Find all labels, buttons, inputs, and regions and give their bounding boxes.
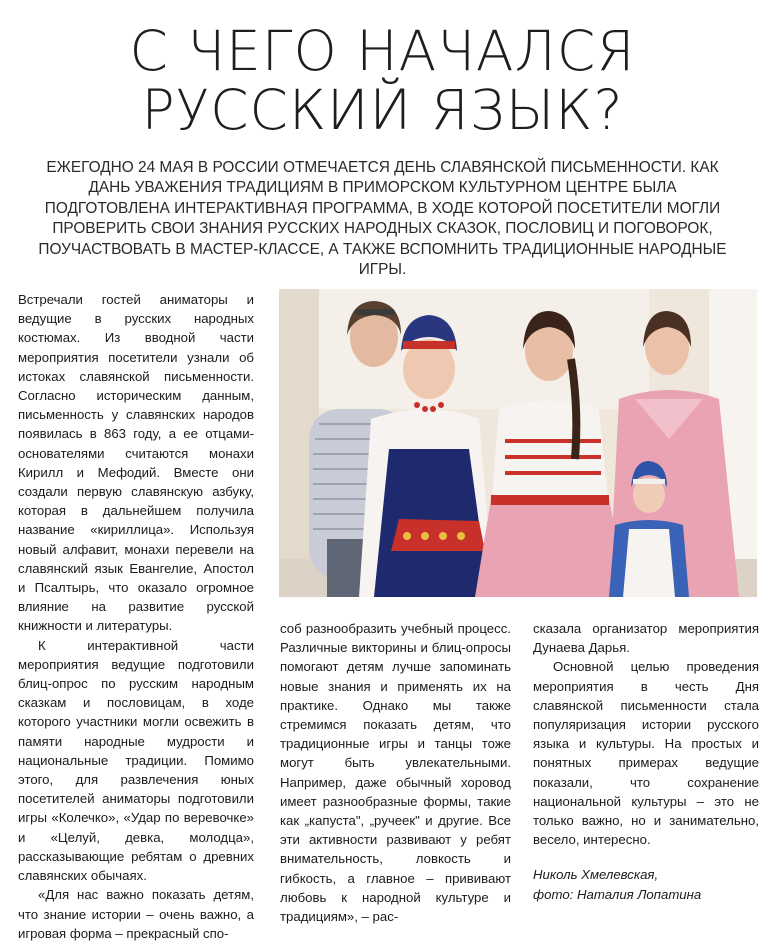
column-1	[18, 290, 254, 943]
photo-credit: фото: Наталия Лопатина	[533, 886, 702, 902]
column-2	[280, 619, 511, 926]
author-signature: Николь Хмелевская,	[533, 867, 659, 883]
event-photo	[279, 289, 757, 597]
group-photo-icon	[279, 289, 757, 597]
column-3	[533, 619, 759, 904]
paragraph: Основной целью проведения мероприятия в честь Дня славянской письменности стала популяризация истории русского языка и культуры. На простых и понятных примерах ведущие показали, что сохранение национальной культуры – это не только важно, но и занимательно, весело, интересно.	[533, 659, 759, 848]
paragraph: сказала организатор мероприятия Дунаева Дарья.	[533, 621, 759, 656]
paragraph: Встречали гостей аниматоры и ведущие в русских народных костюмах. Из вводной части мероприятия посетители узнали об истоках славянской письменности. Согласно историческим данным, письменность у славянских народов появилась в 863 году, а ее отцами-основателями считаются монахи Кирилл и Мефодий. Вместе они создали первую славянскую азбуку, которая в дальнейшем получила название «кириллица». Используя новый алфавит, монахи перевели на славянский язык Евангелие, Апостол и Псалтырь, что оказало огромное влияние на развитие русской книжности и литературы.	[18, 292, 254, 634]
paragraph: соб разнообразить учебный процесс. Различные викторины и блиц-опросы помогают детям лучше запоминать новые знания и применять их на практике. Однако мы также стремимся показать детям, что традиционные игры и танцы тоже могут быть увлекательными. Например, даже обычный хоровод имеет разнообразные формы, такие как „капуста", „ручеек" и другие. Все эти активности развивают у ребят внимательность, ловкость и гибкость, а главное – прививают любовь к народной культуре и традициям», – рас-	[280, 621, 511, 925]
paragraph: К интерактивной части мероприятия ведущие подготовили блиц-опрос по русским народным сказкам и пословицам, в ходе которого участники могли освежить в памяти народные мудрости и национальные традиции. Помимо этого, для развлечения юных посетителей аниматоры подготовили игры «Колечко», «Удар по веревочке» и «Целуй, девка, молодца», рассказывающие ребятам о древних славянских обычаях.	[18, 637, 254, 884]
article-title	[0, 19, 765, 142]
title-line-1: С ЧЕГО НАЧАЛСЯ	[129, 19, 636, 83]
article-lead: ЕЖЕГОДНО 24 МАЯ В РОССИИ ОТМЕЧАЕТСЯ ДЕНЬ СЛАВЯНСКОЙ ПИСЬМЕННОСТИ. КАК ДАНЬ УВАЖЕНИЯ ТРАДИЦИЯМ В ПРИМОРСКОМ КУЛЬТУРНОМ ЦЕНТРЕ БЫЛА ПОДГОТОВЛЕНА ИНТЕРАКТИВНАЯ ПРОГРАММА, В ХОДЕ КОТОРОЙ ПОСЕТИТЕЛИ МОГЛИ ПРОВЕРИТЬ СВОИ ЗНАНИЯ РУССКИХ НАРОДНЫХ СКАЗОК, ПОСЛОВИЦ И ПОГОВОРОК, ПОУЧАСТВОВАТЬ В МАСТЕР-КЛАССЕ, А ТАКЖЕ ВСПОМНИТЬ ТРАДИЦИОННЫЕ НАРОДНЫЕ ИГРЫ.	[38, 159, 727, 279]
title-line-2: РУССКИЙ ЯЗЫК?	[141, 78, 624, 142]
paragraph: «Для нас важно показать детям, что знание истории – очень важно, а игровая форма – прекрасный спо-	[18, 887, 254, 941]
